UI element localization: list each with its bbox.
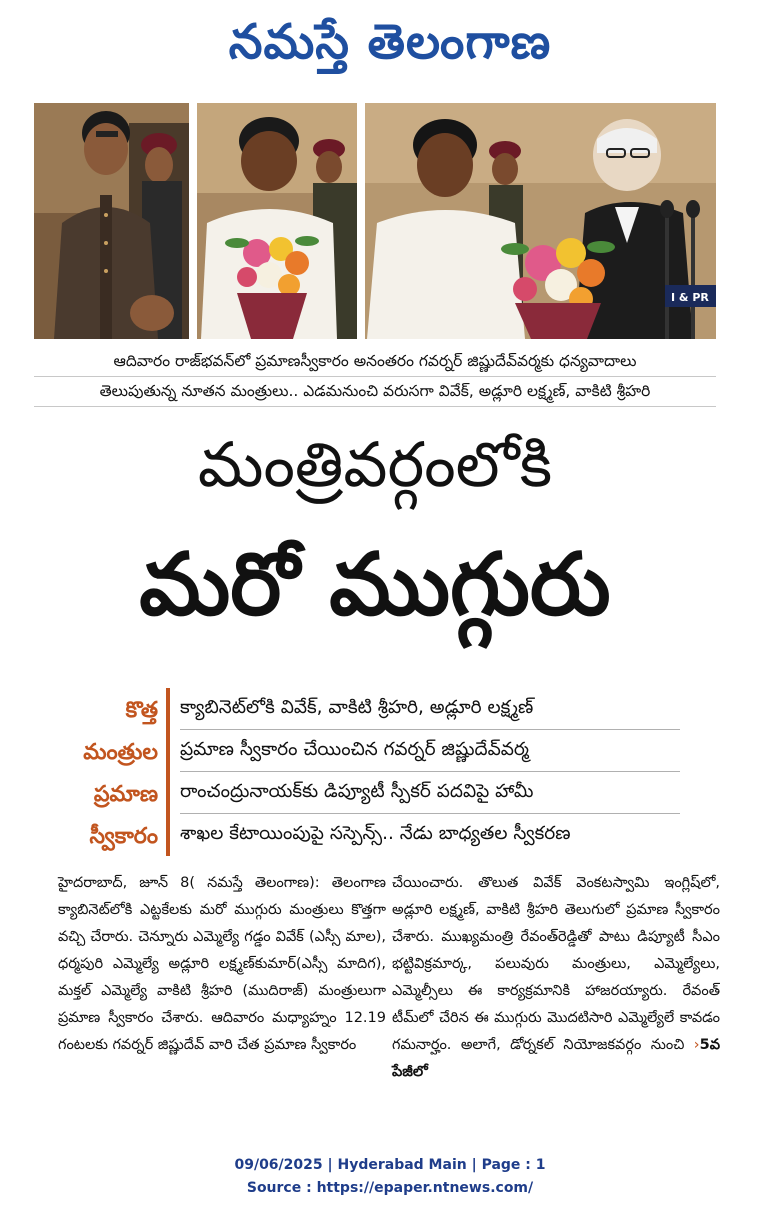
subhead-1: క్యాబినెట్‌లోకి వివేక్, వాకిటి శ్రీహరి, అడ్లూరి లక్ష్మణ్: [180, 697, 534, 718]
kicker-word: ప్రమాణ: [93, 782, 158, 807]
footer-source[interactable]: Source : https://epaper.ntnews.com/: [246, 1180, 534, 1196]
photo-caption-line-2: తెలుపుతున్న నూతన మంత్రులు.. ఎడమనుంచి వరుసగా వివేక్, అడ్లూరి లక్ష్మణ్, వాకిటి శ్రీహరి: [99, 382, 651, 400]
kicker-word: కొత్త: [125, 698, 158, 723]
article-text: చేయించారు. తొలుత వివేక్ వెంకటస్వామి ఇంగ్లిష్‌లో, అడ్లూరి లక్ష్మణ్, వాకిటి శ్రీహరి తెలుగులో ప్రమాణ స్వీకారం చేశారు. ముఖ్యమంత్రి రేవంత్‌రెడ్డితో పాటు డిప్యూటీ సీఎం భట్టివిక్రమార్క, పలువురు మంత్రులు, ఎమ్మెల్యేలు, ఎమ్మెల్సీలు ఈ కార్యక్రమానికి హాజరయ్యారు. రేవంత్ టీమ్‌లో చేరిన ఈ ముగ్గురు మొదటిసారి ఎమ్మెల్యేలే కావడం గమనార్హం. అలాగే, డోర్నకల్ నియోజకవర్గం నుంచి: [392, 875, 720, 1053]
headline-line-2: మరో ముగ్గురు: [139, 535, 611, 635]
headline-line-1: మంత్రివర్గంలోకి: [197, 428, 553, 501]
photo-minister-1: [34, 103, 189, 339]
photo-caption-line-1: ఆదివారం రాజ్‌భవన్‌లో ప్రమాణస్వీకారం అనంతరం గవర్నర్ జిష్ణుదేవ్‌వర్మకు ధన్యవాదాలు: [113, 352, 637, 370]
continued-arrow-icon: ›: [693, 1037, 700, 1053]
article-column-1: [58, 870, 386, 1059]
kicker-word: మంత్రుల: [83, 740, 158, 765]
photo-minister-2: [197, 103, 357, 339]
subhead-3: రాంచంద్రునాయక్‌కు డిప్యూటీ స్పీకర్ పదవిపై హామీ: [180, 781, 534, 802]
kicker-word: స్వీకారం: [89, 824, 158, 849]
masthead-title: నమస్తే తెలంగాణ: [228, 14, 552, 70]
photo-strip: [34, 103, 716, 339]
caption-divider-bottom: [34, 406, 716, 407]
caption-divider: [34, 376, 716, 377]
kicker-bar: [166, 688, 170, 856]
subhead-4: శాఖల కేటాయింపుపై సస్పెన్స్.. నేడు బాధ్యతల స్వీకరణ: [180, 823, 571, 844]
photo-governor-greeting: [365, 103, 716, 339]
footer-edition: 09/06/2025 | Hyderabad Main | Page : 1: [234, 1157, 546, 1173]
mic-label: I & PR: [671, 291, 709, 304]
article-text: హైదరాబాద్, జూన్ 8( నమస్తే తెలంగాణ): తెలంగాణ క్యాబినెట్‌లోకి ఎట్టకేలకు మరో ముగ్గురు మంత్రులు కొత్తగా వచ్చి చేరారు. చెన్నూరు ఎమ్మెల్యే గడ్డం వివేక్ (ఎస్సీ మాల), ధర్మపురి ఎమ్మెల్యే అడ్లూరి లక్ష్మణ్‌కుమార్(ఎస్సీ మాదిగ), మక్తల్ ఎమ్మెల్యే వాకిటి శ్రీహరి (ముదిరాజ్) మంత్రులుగా ప్రమాణ స్వీకారం చేశారు. ఆదివారం మధ్యాహ్నం 12.19 గంటలకు గవర్నర్ జిష్ణుదేవ్ వారి చేత ప్రమాణ స్వీకారం: [58, 875, 386, 1053]
article-column-2: [392, 870, 720, 1086]
continued-link[interactable]: 5వ పేజీలో: [392, 1037, 721, 1080]
kicker: [34, 690, 158, 858]
subhead-2: ప్రమాణ స్వీకారం చేయించిన గవర్నర్ జిష్ణుదేవ్‌వర్మ: [180, 739, 529, 760]
